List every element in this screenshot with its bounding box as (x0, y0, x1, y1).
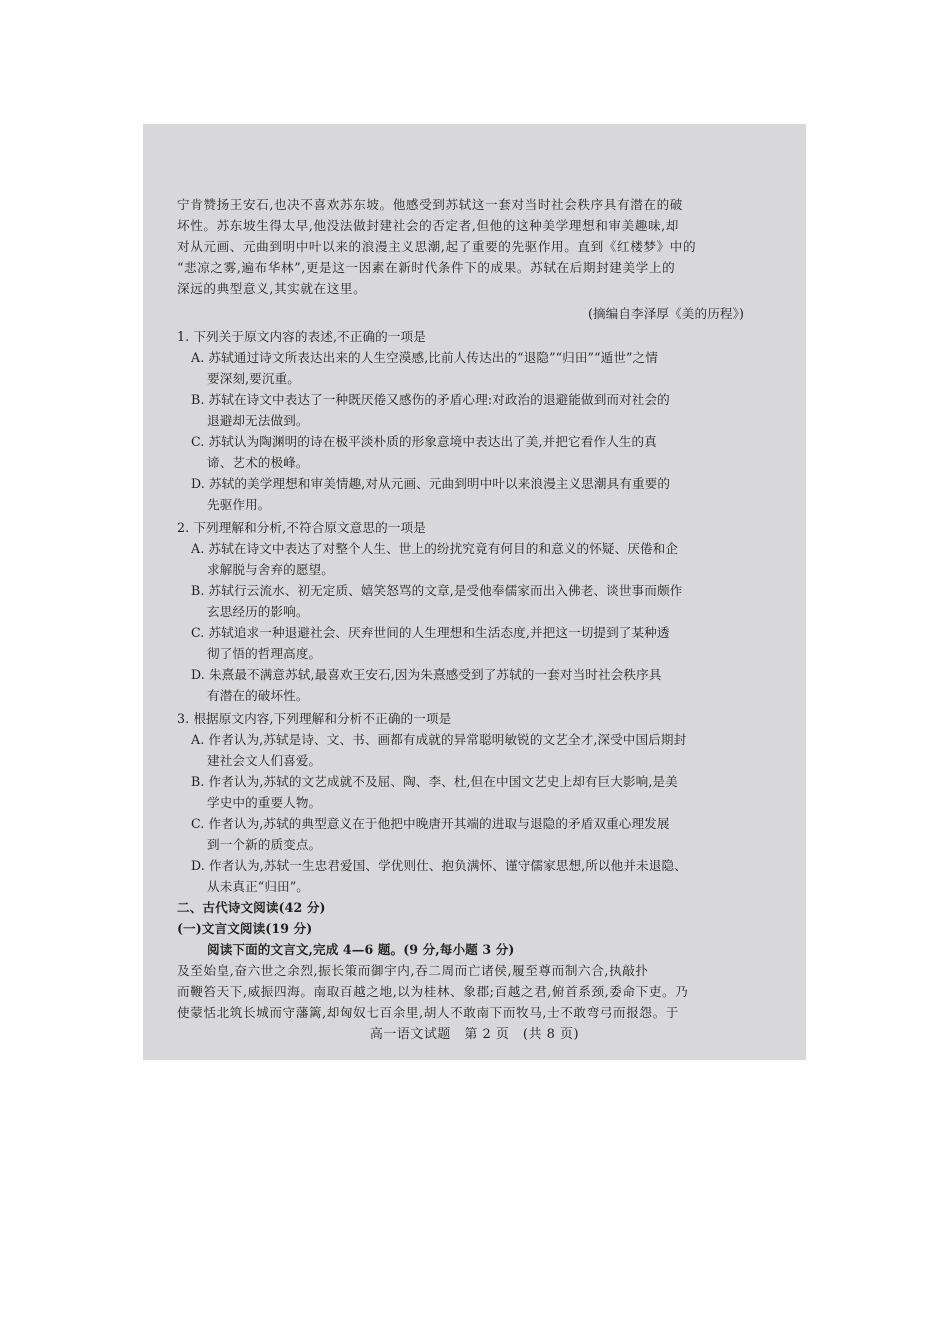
passage-text (177, 194, 744, 299)
option-d: D. 苏轼的美学理想和审美情趣,对从元画、元曲到明中叶以来浪漫主义思潮具有重要的 (191, 476, 671, 491)
option-b: B. 作者认为,苏轼的文艺成就不及屈、陶、李、杜,但在中国文艺史上却有巨大影响,是美 (191, 774, 678, 789)
question-title: 1. 下列关于原文内容的表述,不正确的一项是 (177, 329, 426, 344)
question-title: 3. 根据原文内容,下列理解和分析不正确的一项是 (177, 711, 452, 726)
option-c: C. 作者认为,苏轼的典型意义在于他把中晚唐开其端的进取与退隐的矛盾双重心理发展 (191, 816, 670, 831)
option-d-cont: 有潜在的破坏性。 (207, 688, 309, 703)
classical-text-line: 而鞭笞天下,威振四海。南取百越之地,以为桂林、象郡;百越之君,俯首系颈,委命下吏。乃 (177, 984, 689, 999)
option-b-cont: 退避却无法做到。 (207, 413, 309, 428)
option-a: A. 苏轼通过诗文所表达出来的人生空漠感,比前人传达出的“退隐”“归田”“遁世”之情 (191, 350, 658, 365)
option-c-cont: 到一个新的质变点。 (207, 837, 322, 852)
passage-line: 对从元画、元曲到明中叶以来的浪漫主义思潮,起了重要的先驱作用。直到《红楼梦》中的 (177, 239, 697, 254)
section-subheading: (一)文言文阅读(19 分) (177, 921, 313, 936)
section-classical-reading (177, 897, 744, 1023)
passage-line: 坏性。苏东坡生得太早,他没法做封建社会的否定者,但他的这种美学理想和审美趣味,却 (177, 218, 679, 233)
passage-line: “悲凉之雾,遍布华林”,更是这一因素在新时代条件下的成果。苏轼在后期封建美学上的 (177, 260, 676, 275)
option-a-cont: 建社会文人们喜爱。 (207, 753, 322, 768)
option-b: B. 苏轼行云流水、初无定质、嬉笑怒骂的文章,是受他奉儒家而出入佛老、谈世事而颇作 (191, 583, 683, 598)
option-c-cont: 彻了悟的哲理高度。 (207, 646, 322, 661)
option-c-cont: 谛、艺术的极峰。 (207, 455, 309, 470)
question-2 (177, 517, 744, 706)
option-b-cont: 学史中的重要人物。 (207, 795, 322, 810)
option-a: A. 苏轼在诗文中表达了对整个人生、世上的纷扰究竟有何目的和意义的怀疑、厌倦和企 (191, 541, 679, 556)
question-3 (177, 708, 744, 897)
option-c: C. 苏轼追求一种退避社会、厌弃世间的人生理想和生活态度,并把这一切提到了某种透 (191, 625, 670, 640)
passage-line: 宁肯赞扬王安石,也决不喜欢苏东坡。他感受到苏轼这一套对当时社会秩序具有潜在的破 (177, 197, 683, 212)
option-a-cont: 要深刻,要沉重。 (207, 371, 300, 386)
option-c: C. 苏轼认为陶渊明的诗在极平淡朴质的形象意境中表达出了美,并把它看作人生的真 (191, 434, 657, 449)
option-a: A. 作者认为,苏轼是诗、文、书、画都有成就的异常聪明敏锐的文艺全才,深受中国后期封 (191, 732, 687, 747)
option-d-cont: 从未真正“归田”。 (207, 879, 309, 894)
option-a-cont: 求解脱与舍弃的愿望。 (207, 562, 334, 577)
passage-source: (摘编自李泽厚《美的历程》) (587, 306, 744, 321)
option-b: B. 苏轼在诗文中表达了一种既厌倦又感伤的矛盾心理:对政治的退避能做到而对社会的 (191, 392, 670, 407)
option-b-cont: 玄思经历的影响。 (207, 604, 309, 619)
section-heading: 二、古代诗文阅读(42 分) (177, 900, 326, 915)
option-d: D. 朱熹最不满意苏轼,最喜欢王安石,因为朱熹感受到了苏轼的一套对当时社会秩序具 (191, 667, 662, 682)
classical-text-line: 使蒙恬北筑长城而守藩篱,却匈奴七百余里,胡人不敢南下而牧马,士不敢弯弓而报怨。于 (177, 1005, 679, 1020)
passage-line: 深远的典型意义,其实就在这里。 (177, 281, 367, 296)
page-footer: 高一语文试题 第 2 页 (共 8 页) (369, 1027, 580, 1042)
question-1 (177, 326, 744, 515)
option-d-cont: 先驱作用。 (207, 497, 271, 512)
exam-page (143, 124, 806, 1060)
classical-text-line: 及至始皇,奋六世之余烈,振长策而御宇内,吞二周而亡诸侯,履至尊而制六合,执敲扑 (177, 963, 649, 978)
option-d: D. 作者认为,苏轼一生忠君爱国、学优则仕、抱负满怀、谨守儒家思想,所以他并未退隐、 (191, 858, 687, 873)
question-title: 2. 下列理解和分析,不符合原文意思的一项是 (177, 520, 426, 535)
section-instruction: 阅读下面的文言文,完成 4—6 题。(9 分,每小题 3 分) (207, 942, 515, 957)
